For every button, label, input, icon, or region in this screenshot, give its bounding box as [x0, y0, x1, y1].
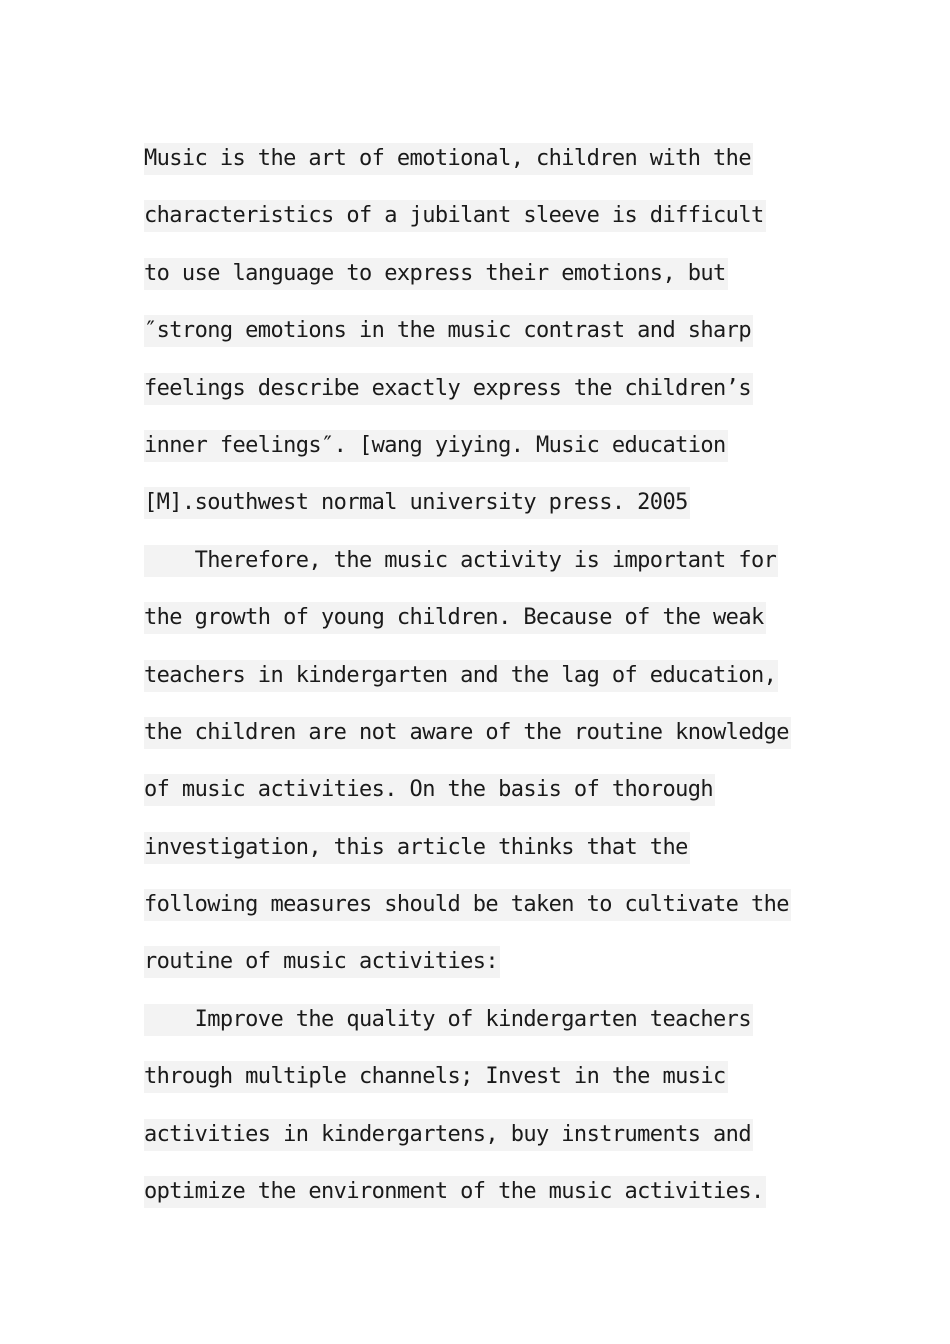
text-line-content: the growth of young children. Because of the weak: [144, 602, 766, 634]
body-text: [144, 138, 824, 1228]
text-line-content: Therefore, the music activity is important for: [144, 545, 778, 577]
text-line-content: Music is the art of emotional, children with the: [144, 143, 753, 175]
text-line: [144, 769, 824, 826]
text-line: [144, 310, 824, 367]
text-line: [144, 368, 824, 425]
text-line-content: routine of music activities:: [144, 946, 500, 978]
text-line-content: optimize the environment of the music activities.: [144, 1176, 766, 1208]
text-line: [144, 1056, 824, 1113]
text-line: [144, 253, 824, 310]
text-line: [144, 195, 824, 252]
text-line-content: [M].southwest normal university press. 2005: [144, 487, 690, 519]
text-line: [144, 941, 824, 998]
text-line-content: of music activities. On the basis of thorough: [144, 774, 715, 806]
text-line-content: ″strong emotions in the music contrast and sharp: [144, 315, 753, 347]
text-line: [144, 1114, 824, 1171]
text-line: [144, 540, 824, 597]
text-line-content: following measures should be taken to cultivate the: [144, 889, 791, 921]
text-line: [144, 827, 824, 884]
text-line-content: to use language to express their emotions, but: [144, 258, 728, 290]
text-line-content: through multiple channels; Invest in the music: [144, 1061, 728, 1093]
text-line: [144, 712, 824, 769]
text-line-content: characteristics of a jubilant sleeve is difficult: [144, 200, 766, 232]
text-line: [144, 655, 824, 712]
text-line-content: activities in kindergartens, buy instruments and: [144, 1119, 753, 1151]
text-line: [144, 1171, 824, 1228]
text-line: [144, 999, 824, 1056]
text-line-content: the children are not aware of the routine knowledge: [144, 717, 791, 749]
text-line: [144, 597, 824, 654]
text-line-content: feelings describe exactly express the children’s: [144, 373, 753, 405]
text-line: [144, 138, 824, 195]
text-line: [144, 425, 824, 482]
text-line: [144, 482, 824, 539]
text-line-content: Improve the quality of kindergarten teachers: [144, 1004, 753, 1036]
text-line-content: teachers in kindergarten and the lag of education,: [144, 660, 778, 692]
text-line-content: investigation, this article thinks that the: [144, 832, 690, 864]
text-line: [144, 884, 824, 941]
text-line-content: inner feelings″. [wang yiying. Music education: [144, 430, 728, 462]
